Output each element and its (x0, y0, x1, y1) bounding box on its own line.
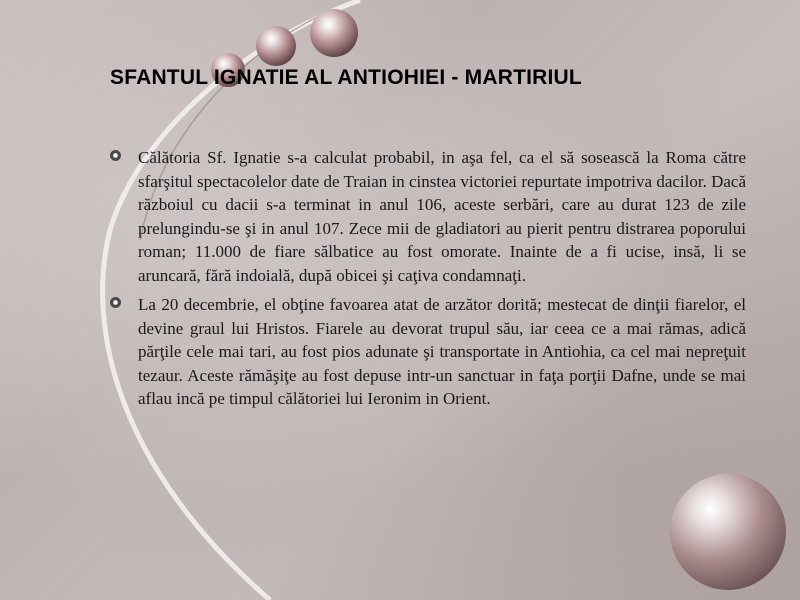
sphere-small-3 (310, 9, 358, 57)
bullet-list (110, 146, 746, 417)
bullet-item-1 (110, 146, 746, 287)
sphere-large (670, 474, 786, 590)
ring-bullet-icon (110, 150, 121, 161)
bullet-text-2: La 20 decembrie, el obţine favoarea atat de arzător dorită; mestecat de dinţii fiarelor, el devine graul lui Hristos. Fiarele au devorat trupul său, iar ceea ce a mai rămas, adică părţile cele mai tari, au fost pios adunate şi transportate in Antiohia, ca cel mai nepreţuit tezaur. Aceste rămăşiţe au fost depuse intr-un sanctuar in faţa porţii Dafne, unde se mai aflau incă pe timpul călătoriei lui Ieronim in Orient. (138, 295, 746, 408)
ring-bullet-icon (110, 297, 121, 308)
slide-title: SFANTUL IGNATIE AL ANTIOHIEI - MARTIRIUL (110, 66, 582, 89)
bullet-item-2 (110, 293, 746, 411)
sphere-small-2 (256, 26, 296, 66)
bullet-text-1: Călătoria Sf. Ignatie s-a calculat probabil, in aşa fel, ca el să sosească la Roma către sfarşitul spectacolelor date de Traian in cinstea victoriei repurtate impotriva dacilor. Dacă războiul cu dacii s-a terminat in anul 106, aceste serbări, care au durat 123 de zile prelungindu-se şi in anul 107. Zece mii de gladiatori au pierit pentru distrarea poporului roman; 11.000 de fiare sălbatice au fost omorate. Inainte de a fi ucise, insă, li se aruncară, fără indoială, după obicei şi caţiva condamnaţi. (138, 148, 746, 285)
